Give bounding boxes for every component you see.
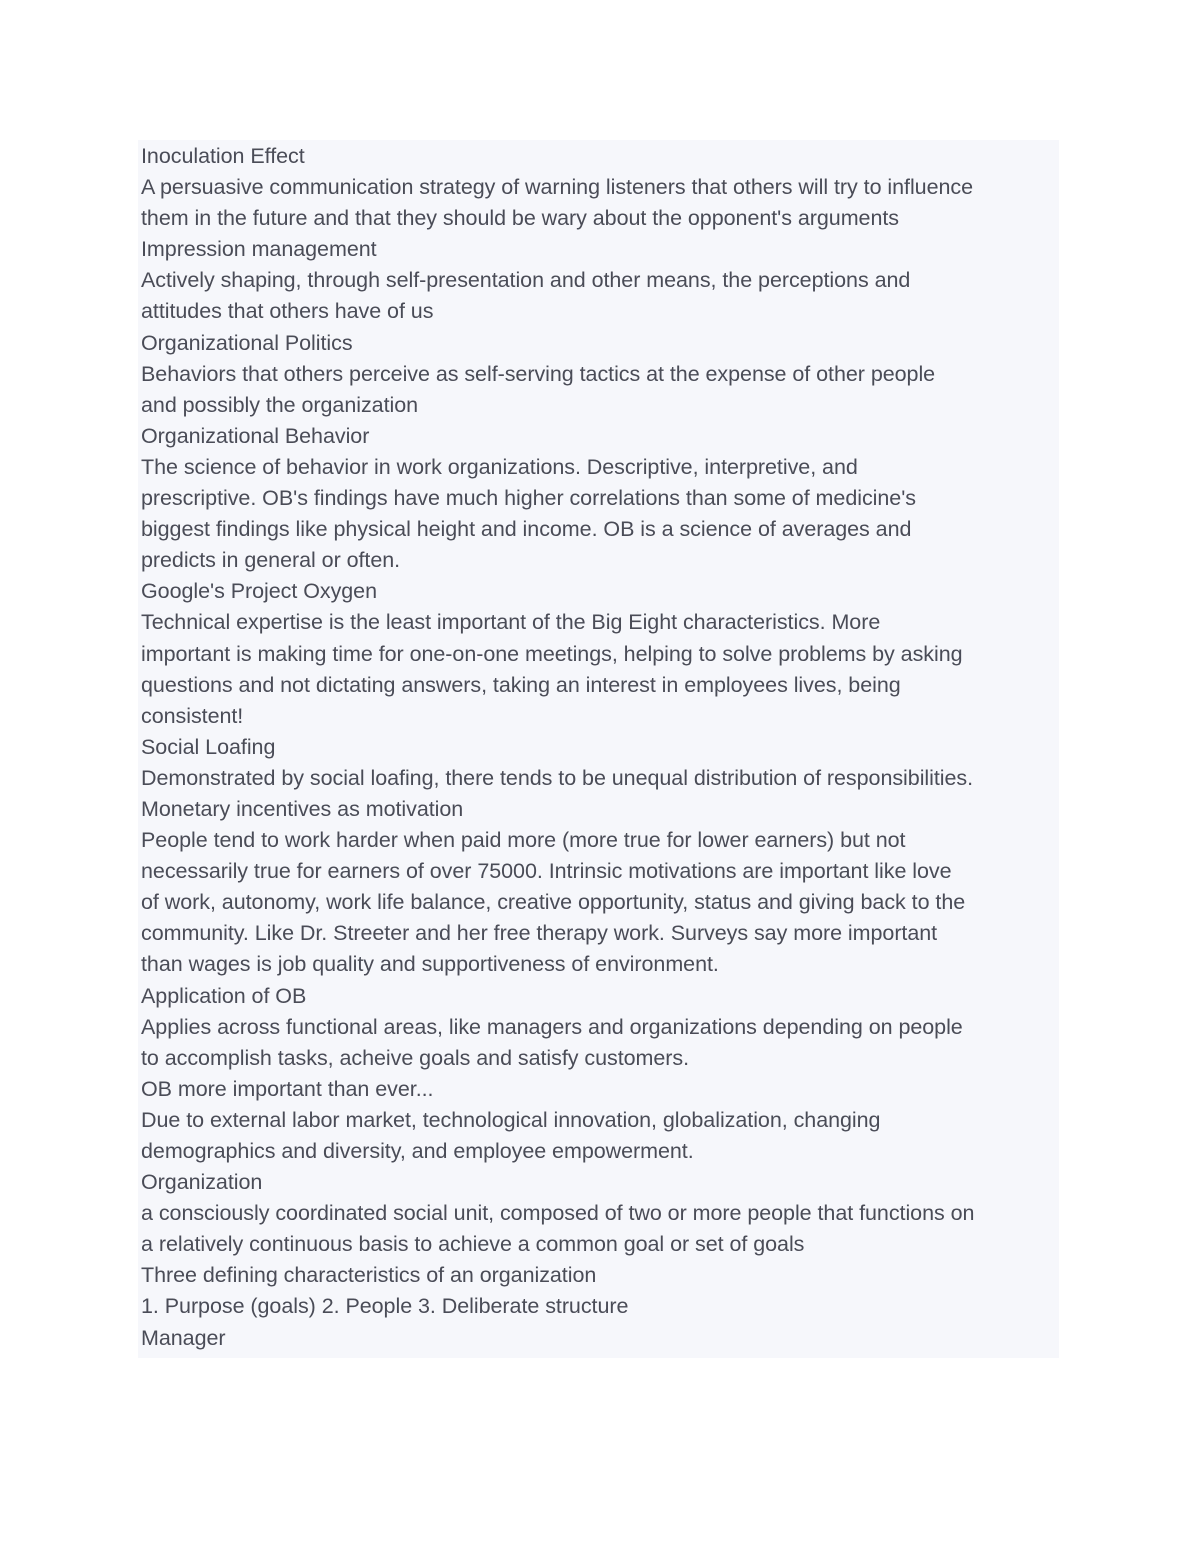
text-line: community. Like Dr. Streeter and her free therapy work. Surveys say more important <box>141 921 938 946</box>
text-line: predicts in general or often. <box>141 548 401 573</box>
text-line: A persuasive communication strategy of warning listeners that others will try to influence <box>141 175 974 200</box>
text-line: Social Loafing <box>141 734 276 759</box>
text-block <box>138 140 1059 1358</box>
text-line: biggest findings like physical height and income. OB is a science of averages and <box>141 517 912 542</box>
text-line: than wages is job quality and supportiveness of environment. <box>141 952 719 977</box>
text-line: Impression management <box>141 237 377 262</box>
text-line: Technical expertise is the least important of the Big Eight characteristics. More <box>141 610 881 635</box>
text-line: necessarily true for earners of over 75000. Intrinsic motivations are important like love <box>141 859 952 884</box>
text-lines <box>141 141 1059 1354</box>
text-line: Organizational Behavior <box>141 423 370 448</box>
text-line: demographics and diversity, and employee empowerment. <box>141 1139 694 1163</box>
text-line: attitudes that others have of us <box>141 299 434 324</box>
text-line: them in the future and that they should be wary about the opponent's arguments <box>141 206 899 231</box>
text-line: OB more important than ever... <box>141 1076 434 1101</box>
text-line: a relatively continuous basis to achieve a common goal or set of goals <box>141 1232 805 1257</box>
text-line: Three defining characteristics of an organization <box>141 1263 597 1288</box>
text-line: Monetary incentives as motivation <box>141 796 464 821</box>
text-line: Google's Project Oxygen <box>141 579 377 604</box>
text-line: to accomplish tasks, acheive goals and satisfy customers. <box>141 1045 690 1070</box>
text-line: Behaviors that others perceive as self-serving tactics at the expense of other people <box>141 361 936 386</box>
text-line: Demonstrated by social loafing, there tends to be unequal distribution of responsibilities. <box>141 765 974 790</box>
text-line: Applies across functional areas, like managers and organizations depending on people <box>141 1014 963 1039</box>
text-line: Actively shaping, through self-presentation and other means, the perceptions and <box>141 268 911 293</box>
text-line: important is making time for one-on-one meetings, helping to solve problems by asking <box>141 641 963 666</box>
text-line: prescriptive. OB's findings have much higher correlations than some of medicine's <box>141 486 916 511</box>
text-line: Application of OB <box>141 983 307 1008</box>
text-line: Manager <box>141 1325 226 1350</box>
text-line: questions and not dictating answers, taking an interest in employees lives, being <box>141 672 901 697</box>
text-line: a consciously coordinated social unit, composed of two or more people that functions on <box>141 1201 975 1226</box>
text-line: People tend to work harder when paid more (more true for lower earners) but not <box>141 828 906 853</box>
text-line: Organizational Politics <box>141 330 353 355</box>
text-line: The science of behavior in work organizations. Descriptive, interpretive, and <box>141 454 858 479</box>
text-line: Organization <box>141 1170 263 1195</box>
text-line: consistent! <box>141 703 244 728</box>
text-line: Inoculation Effect <box>141 144 305 168</box>
text-line: 1. Purpose (goals) 2. People 3. Deliberate structure <box>141 1294 629 1319</box>
text-line: Due to external labor market, technological innovation, globalization, changing <box>141 1107 881 1132</box>
text-line: of work, autonomy, work life balance, creative opportunity, status and giving back to the <box>141 890 966 915</box>
text-line: and possibly the organization <box>141 392 419 417</box>
